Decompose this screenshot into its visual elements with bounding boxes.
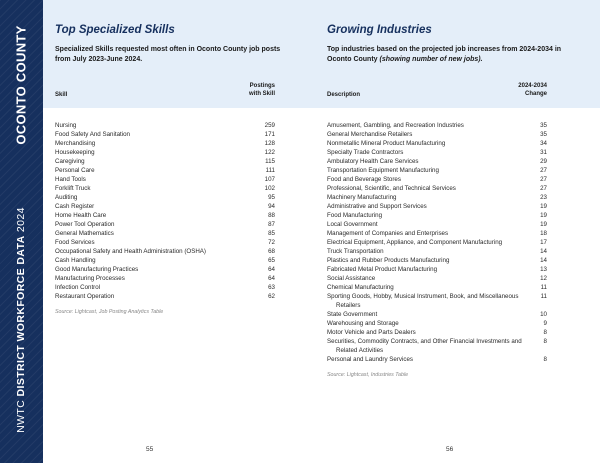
skills-col-postings <box>249 82 275 98</box>
industry-row-value: 17 <box>540 239 547 246</box>
skill-row <box>55 139 275 148</box>
industry-row-value: 35 <box>540 131 547 138</box>
skill-row-value: 85 <box>268 230 275 237</box>
industry-row-label-text: Amusement, Gambling, and Recreation Industries <box>327 122 464 129</box>
industry-row-value: 8 <box>543 329 547 336</box>
industry-row-label-text: Fabricated Metal Product Manufacturing <box>327 266 438 273</box>
industry-row <box>327 337 547 355</box>
skill-row-value: 68 <box>268 248 275 255</box>
skill-row-value: 259 <box>264 122 275 129</box>
skill-row-label <box>55 229 259 238</box>
industry-row-label-text: Local Government <box>327 221 378 228</box>
industry-row-label <box>327 229 531 238</box>
industry-row-label <box>327 220 531 229</box>
skill-row <box>55 175 275 184</box>
industry-row <box>327 310 547 319</box>
industries-col-change-line1: 2024-2034 <box>518 83 547 89</box>
industry-row <box>327 319 547 328</box>
skill-row-label-text: Manufacturing Processes <box>55 275 125 282</box>
industries-col-description: Description <box>327 92 361 98</box>
industry-row-value: 8 <box>543 338 547 345</box>
skill-row-value: 72 <box>268 239 275 246</box>
industry-row-value: 9 <box>543 320 547 327</box>
skills-title: Top Specialized Skills <box>55 24 175 36</box>
industry-row-label-text: Personal and Laundry Services <box>327 356 413 363</box>
industry-row-value: 31 <box>540 149 547 156</box>
skill-row-value: 95 <box>268 194 275 201</box>
industries-source-note: Source: Lightcast, Industries Table <box>327 372 409 378</box>
industry-row-label <box>327 337 531 355</box>
page-number-right: 56 <box>446 446 454 453</box>
industry-row-label <box>327 355 531 364</box>
industry-row <box>327 130 547 139</box>
sidebar-title-prefix: NWTC <box>15 399 27 433</box>
industry-row-value: 14 <box>540 248 547 255</box>
skill-row-label-text: Food Safety And Sanitation <box>55 131 130 138</box>
industry-row <box>327 139 547 148</box>
industry-row-label <box>327 130 531 139</box>
skill-row <box>55 202 275 211</box>
skill-row-label <box>55 148 259 157</box>
skill-row-value: 111 <box>265 167 275 174</box>
industry-row-value: 34 <box>540 140 547 147</box>
skill-row-label <box>55 220 259 229</box>
industry-row-label-text: State Government <box>327 311 378 318</box>
skill-row-label-text: Hand Tools <box>55 176 86 183</box>
skill-row <box>55 220 275 229</box>
skill-row-label-text: Good Manufacturing Practices <box>55 266 139 273</box>
industry-row-label-text: Food and Beverage Stores <box>327 176 401 183</box>
industries-col-change-line2: Change <box>524 91 547 97</box>
industry-row-label <box>327 211 531 220</box>
skill-row-label <box>55 130 259 139</box>
skill-row <box>55 166 275 175</box>
skill-row-value: 94 <box>268 203 275 210</box>
skills-col-postings-line1: Postings <box>249 83 275 89</box>
industry-row-label-text: Sporting Goods, Hobby, Musical Instrument, Book, and Miscellaneous <box>327 293 519 300</box>
industry-row-label <box>327 238 531 247</box>
industry-row-label-text: Electrical Equipment, Appliance, and Component Manufacturing <box>327 239 503 246</box>
industry-row-label-text: Plastics and Rubber Products Manufacturing <box>327 257 450 264</box>
skill-row-label <box>55 265 259 274</box>
industry-row-label-text: Professional, Scientific, and Technical Services <box>327 185 456 192</box>
skill-row-value: 107 <box>264 176 275 183</box>
skill-row-label-text: Forklift Truck <box>55 185 91 192</box>
industry-row-value: 23 <box>540 194 547 201</box>
skill-row <box>55 193 275 202</box>
industry-row <box>327 148 547 157</box>
skills-table <box>55 121 275 315</box>
industry-row-label-text: Securities, Commodity Contracts, and Other Financial Investments and <box>327 338 522 345</box>
page-number-left: 55 <box>146 446 154 453</box>
skill-row-value: 171 <box>264 131 275 138</box>
skill-row <box>55 148 275 157</box>
sidebar-report-title <box>15 207 27 433</box>
skill-row-label <box>55 202 259 211</box>
skill-row-label-text: Personal Care <box>55 167 95 174</box>
industries-title: Growing Industries <box>327 24 432 36</box>
industry-row-value: 19 <box>540 203 547 210</box>
industry-row-label-continued: Related Activities <box>336 347 384 354</box>
industry-row <box>327 220 547 229</box>
industry-row-label <box>327 202 531 211</box>
industry-row-label-text: Truck Transportation <box>327 248 384 255</box>
skill-row-label-text: Food Services <box>55 239 95 246</box>
skill-row <box>55 256 275 265</box>
skill-row-label <box>55 184 259 193</box>
skill-row <box>55 130 275 139</box>
industry-row <box>327 265 547 274</box>
skill-row-value: 62 <box>268 293 275 300</box>
skill-row-label-text: Auditing <box>55 194 78 201</box>
skill-row <box>55 211 275 220</box>
industry-row-label-continued: Retailers <box>336 302 361 309</box>
industry-row <box>327 247 547 256</box>
industry-row-value: 11 <box>540 284 547 291</box>
industry-row-label <box>327 193 531 202</box>
industry-row <box>327 166 547 175</box>
skill-row-label-text: General Mathematics <box>55 230 114 237</box>
industry-row <box>327 175 547 184</box>
industry-row-value: 19 <box>540 221 547 228</box>
industry-row <box>327 292 547 310</box>
skill-row-label <box>55 139 259 148</box>
industry-row-label-text: Ambulatory Health Care Services <box>327 158 419 165</box>
skill-row-label <box>55 157 259 166</box>
skill-row <box>55 247 275 256</box>
skill-row-label <box>55 121 259 130</box>
industry-row-value: 12 <box>540 275 547 282</box>
industry-row-label-text: Machinery Manufacturing <box>327 194 397 201</box>
industry-row <box>327 283 547 292</box>
industry-row-value: 29 <box>540 158 547 165</box>
sidebar <box>0 0 43 463</box>
skill-row-label <box>55 292 259 301</box>
skill-row-value: 87 <box>268 221 275 228</box>
industry-row <box>327 184 547 193</box>
industry-row-label <box>327 184 531 193</box>
industry-row-value: 10 <box>540 311 547 318</box>
industry-row-label-text: Chemical Manufacturing <box>327 284 394 291</box>
skill-row <box>55 229 275 238</box>
skill-row-label-text: Home Health Care <box>55 212 107 219</box>
skill-row-label-text: Cash Register <box>55 203 95 210</box>
industry-row-value: 14 <box>540 257 547 264</box>
skill-row <box>55 292 275 301</box>
sidebar-title-year: 2024 <box>15 207 27 233</box>
industry-row-label <box>327 283 531 292</box>
skill-row <box>55 283 275 292</box>
skill-row-label-text: Nursing <box>55 122 77 129</box>
skill-row-value: 88 <box>268 212 275 219</box>
industry-row-label-text: General Merchandise Retailers <box>327 131 413 138</box>
skill-row-label-text: Occupational Safety and Health Administration (OSHA) <box>55 248 206 255</box>
industry-row <box>327 256 547 265</box>
skill-row-label <box>55 193 259 202</box>
skill-row-label <box>55 274 259 283</box>
skill-row-value: 64 <box>268 266 275 273</box>
industry-row-label <box>327 148 531 157</box>
industry-row-label <box>327 166 531 175</box>
industry-row-value: 35 <box>540 122 547 129</box>
industry-row-label-text: Management of Companies and Enterprises <box>327 230 449 237</box>
skill-row-label-text: Merchandising <box>55 140 96 147</box>
skill-row-label-text: Restaurant Operation <box>55 293 115 300</box>
skill-row-label-text: Power Tool Operation <box>55 221 115 228</box>
industry-row-label <box>327 319 531 328</box>
industry-row-label-text: Specialty Trade Contractors <box>327 149 404 156</box>
industries-subtitle-italic: (showing number of new jobs). <box>379 56 483 63</box>
skill-row-value: 102 <box>264 185 275 192</box>
industry-row-label <box>327 256 531 265</box>
skill-row-label <box>55 283 259 292</box>
skill-row <box>55 157 275 166</box>
industry-row-value: 13 <box>540 266 547 273</box>
skill-row-value: 64 <box>268 275 275 282</box>
industry-row-label <box>327 274 531 283</box>
industry-row-value: 8 <box>543 356 547 363</box>
sidebar-title-bold: DISTRICT WORKFORCE DATA <box>15 235 27 397</box>
industry-row-label <box>327 247 531 256</box>
industry-row <box>327 202 547 211</box>
industry-row-label <box>327 310 531 319</box>
skills-subtitle: Specialized Skills requested most often in Oconto County job posts from July 2023-June 2024. <box>55 46 281 63</box>
industry-row <box>327 328 547 337</box>
industries-col-change <box>518 82 547 98</box>
skill-row-label-text: Housekeeping <box>55 149 95 156</box>
skill-row-value: 128 <box>264 140 275 147</box>
skill-row-value: 63 <box>268 284 275 291</box>
skill-row-value: 65 <box>268 257 275 264</box>
industry-row-label <box>327 121 531 130</box>
skill-row <box>55 274 275 283</box>
industry-row-value: 19 <box>540 212 547 219</box>
industry-row <box>327 193 547 202</box>
industry-row-label <box>327 139 531 148</box>
skills-source-note: Source: Lightcast, Job Posting Analytics Table <box>55 309 164 315</box>
industry-row <box>327 355 547 364</box>
industry-row-label <box>327 328 531 337</box>
industry-row-label-text: Administrative and Support Services <box>327 203 427 210</box>
skill-row-label-text: Infection Control <box>55 284 101 291</box>
industry-row-label <box>327 292 531 310</box>
industry-row-label-text: Transportation Equipment Manufacturing <box>327 167 439 174</box>
industries-subtitle <box>327 45 567 65</box>
industry-row-label-text: Social Assistance <box>327 275 376 282</box>
skill-row-label <box>55 175 259 184</box>
industry-row-label <box>327 265 531 274</box>
industry-row-value: 11 <box>540 293 547 300</box>
industries-subtitle-main: Top industries based on the projected job increases from 2024-2034 in Oconto County <box>327 46 562 63</box>
industry-row-label <box>327 175 531 184</box>
skill-row-value: 122 <box>264 149 275 156</box>
industry-row <box>327 274 547 283</box>
skill-row-label <box>55 238 259 247</box>
skill-row-label <box>55 166 259 175</box>
industry-row-value: 18 <box>540 230 547 237</box>
industry-row-value: 27 <box>540 167 547 174</box>
industry-row-label-text: Motor Vehicle and Parts Dealers <box>327 329 416 336</box>
industry-row-value: 27 <box>540 176 547 183</box>
skill-row-value: 115 <box>265 158 275 165</box>
industry-row-label-text: Warehousing and Storage <box>327 320 399 327</box>
industry-row <box>327 238 547 247</box>
industry-row <box>327 211 547 220</box>
industry-row-label <box>327 157 531 166</box>
industry-row-label-text: Food Manufacturing <box>327 212 383 219</box>
industries-table <box>327 121 547 378</box>
skill-row-label-text: Cash Handling <box>55 257 96 264</box>
industry-row <box>327 157 547 166</box>
industry-row <box>327 229 547 238</box>
skill-row-label <box>55 256 259 265</box>
skill-row <box>55 265 275 274</box>
industry-row-value: 27 <box>540 185 547 192</box>
industry-row-label-text: Nonmetallic Mineral Product Manufacturing <box>327 140 446 147</box>
skill-row <box>55 238 275 247</box>
industry-row <box>327 121 547 130</box>
skills-col-skill: Skill <box>55 92 68 98</box>
skill-row-label-text: Caregiving <box>55 158 85 165</box>
skill-row-label <box>55 247 259 256</box>
skill-row <box>55 121 275 130</box>
skill-row-label <box>55 211 259 220</box>
sidebar-county-label: OCONTO COUNTY <box>13 25 29 145</box>
skills-col-postings-line2: with Skill <box>248 91 275 97</box>
skill-row <box>55 184 275 193</box>
